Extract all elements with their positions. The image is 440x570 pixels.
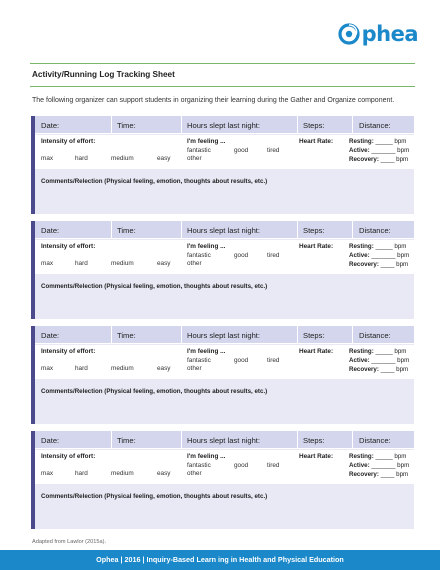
intensity-label: Intensity of effort: [41,348,96,355]
brand-name: phea [361,22,418,46]
intensity-option: easy [157,365,171,372]
comments-area[interactable] [35,170,414,214]
ophea-swirl-icon [338,22,360,46]
sleep-label: Hours slept last night: [187,121,261,130]
feeling-option: good [234,252,249,259]
intro-text: The following organizer can support students in organizing their learning during the Gather and Organize component. [32,97,395,104]
comments-label: Comments/Relection (Physical feeling, emotion, thoughts about results, etc.) [41,178,268,185]
comments-label: Comments/Relection (Physical feeling, emotion, thoughts about results, etc.) [41,388,268,395]
resting-line: Resting: _____ bpm [349,453,407,460]
steps-label: Steps: [303,226,325,235]
time-label: Time: [117,121,136,130]
feeling-option: other [187,470,202,477]
feeling-label: I'm feeling ... [187,243,226,250]
steps-label: Steps: [303,331,325,340]
steps-label: Steps: [303,436,325,445]
intensity-label: Intensity of effort: [41,453,96,460]
active-line: Active: _______ bpm [349,147,410,154]
intensity-option: max [41,260,54,267]
active-line: Active: _______ bpm [349,462,410,469]
distance-label: Distance: [359,436,391,445]
entry-detail-row [35,240,414,274]
active-line: Active: _______ bpm [349,252,410,259]
recovery-line: Recovery: ____ bpm [349,471,409,478]
feeling-option: good [234,357,249,364]
feeling-option: good [234,147,249,154]
ophea-logo [338,22,418,46]
feeling-label: I'm feeling ... [187,138,226,145]
feeling-option: fantastic [187,147,211,154]
feeling-option: other [187,365,202,372]
recovery-line: Recovery: ____ bpm [349,156,409,163]
active-line: Active: _______ bpm [349,357,410,364]
page-title: Activity/Running Log Tracking Sheet [32,70,175,79]
log-entry-block [31,116,414,214]
intensity-option: hard [75,260,88,267]
comments-label: Comments/Relection (Physical feeling, emotion, thoughts about results, etc.) [41,493,268,500]
entry-header-row [35,431,414,449]
intensity-label: Intensity of effort: [41,138,96,145]
time-label: Time: [117,226,136,235]
feeling-option: fantastic [187,357,211,364]
feeling-option: fantastic [187,462,211,469]
title-divider [30,86,415,87]
heart-rate-label: Heart Rate: [299,138,334,145]
intensity-option: hard [75,470,88,477]
comments-area[interactable] [35,485,414,529]
intensity-option: max [41,155,54,162]
intensity-option: hard [75,155,88,162]
distance-label: Distance: [359,226,391,235]
steps-label: Steps: [303,121,325,130]
comments-area[interactable] [35,275,414,319]
feeling-option: tired [267,147,280,154]
intensity-option: max [41,470,54,477]
log-entry-block [31,221,414,319]
sleep-label: Hours slept last night: [187,436,261,445]
intensity-option: medium [111,470,134,477]
top-divider [30,63,415,64]
feeling-option: other [187,155,202,162]
time-label: Time: [117,331,136,340]
entry-header-row [35,326,414,344]
log-entry-block [31,431,414,529]
entry-detail-row [35,450,414,484]
log-entry-block [31,326,414,424]
recovery-line: Recovery: ____ bpm [349,366,409,373]
intensity-label: Intensity of effort: [41,243,96,250]
resting-line: Resting: _____ bpm [349,243,407,250]
recovery-line: Recovery: ____ bpm [349,261,409,268]
time-label: Time: [117,436,136,445]
attribution-note: Adapted from Lawlor (2015a). [32,539,107,545]
distance-label: Distance: [359,121,391,130]
feeling-option: tired [267,357,280,364]
comments-area[interactable] [35,380,414,424]
date-label: Date: [41,436,60,445]
intensity-option: easy [157,470,171,477]
heart-rate-label: Heart Rate: [299,348,334,355]
sleep-label: Hours slept last night: [187,226,261,235]
entry-detail-row [35,345,414,379]
resting-line: Resting: _____ bpm [349,348,407,355]
feeling-option: good [234,462,249,469]
sleep-label: Hours slept last night: [187,331,261,340]
entry-header-row [35,116,414,134]
heart-rate-label: Heart Rate: [299,453,334,460]
feeling-label: I'm feeling ... [187,453,226,460]
intensity-option: medium [111,365,134,372]
comments-label: Comments/Relection (Physical feeling, emotion, thoughts about results, etc.) [41,283,268,290]
intensity-option: easy [157,260,171,267]
intensity-option: medium [111,155,134,162]
distance-label: Distance: [359,331,391,340]
feeling-option: tired [267,462,280,469]
footer-bar: Ophea | 2016 | Inquiry-Based Learn ing in Health and Physical Education [0,550,440,570]
entry-detail-row [35,135,414,169]
feeling-option: fantastic [187,252,211,259]
date-label: Date: [41,331,60,340]
intensity-option: easy [157,155,171,162]
date-label: Date: [41,226,60,235]
feeling-option: tired [267,252,280,259]
intensity-option: hard [75,365,88,372]
resting-line: Resting: _____ bpm [349,138,407,145]
heart-rate-label: Heart Rate: [299,243,334,250]
feeling-option: other [187,260,202,267]
entry-header-row [35,221,414,239]
date-label: Date: [41,121,60,130]
intensity-option: medium [111,260,134,267]
intensity-option: max [41,365,54,372]
feeling-label: I'm feeling ... [187,348,226,355]
